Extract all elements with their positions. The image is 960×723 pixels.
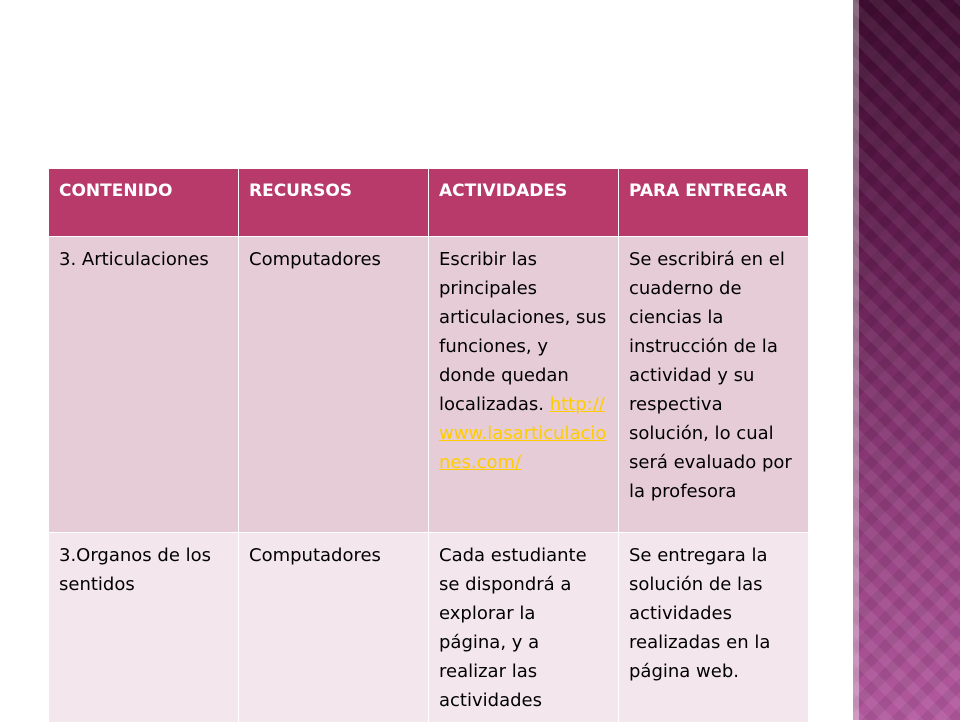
cell-contenido: 3. Articulaciones — [49, 237, 239, 533]
content-table — [48, 168, 809, 723]
cell-para-entregar: Se escribirá en el cuaderno de ciencias la instrucción de la actividad y su respectiva solución, lo cual será evaluado por la profesora — [619, 237, 809, 533]
cell-actividades — [429, 237, 619, 533]
articulaciones-link[interactable]: http://www.lasarticulaciones.com/ — [439, 394, 607, 473]
header-para-entregar: PARA ENTREGAR — [619, 169, 809, 237]
decorative-side-band — [853, 0, 960, 720]
table-row — [49, 237, 809, 533]
cell-recursos: Computadores — [239, 237, 429, 533]
cell-recursos: Computadores — [239, 533, 429, 723]
table-row — [49, 533, 809, 723]
cell-contenido: 3.Organos de los sentidos — [49, 533, 239, 723]
cell-actividades: Cada estudiante se dispondrá a explorar la página, y a realizar las actividades — [429, 533, 619, 723]
table-header-row — [49, 169, 809, 237]
cell-para-entregar: Se entregara la solución de las actividades realizadas en la página web. — [619, 533, 809, 723]
header-actividades: ACTIVIDADES — [429, 169, 619, 237]
actividades-text: Escribir las principales articulaciones, sus funciones, y donde quedan localizadas. — [439, 249, 607, 415]
header-contenido: CONTENIDO — [49, 169, 239, 237]
header-recursos: RECURSOS — [239, 169, 429, 237]
